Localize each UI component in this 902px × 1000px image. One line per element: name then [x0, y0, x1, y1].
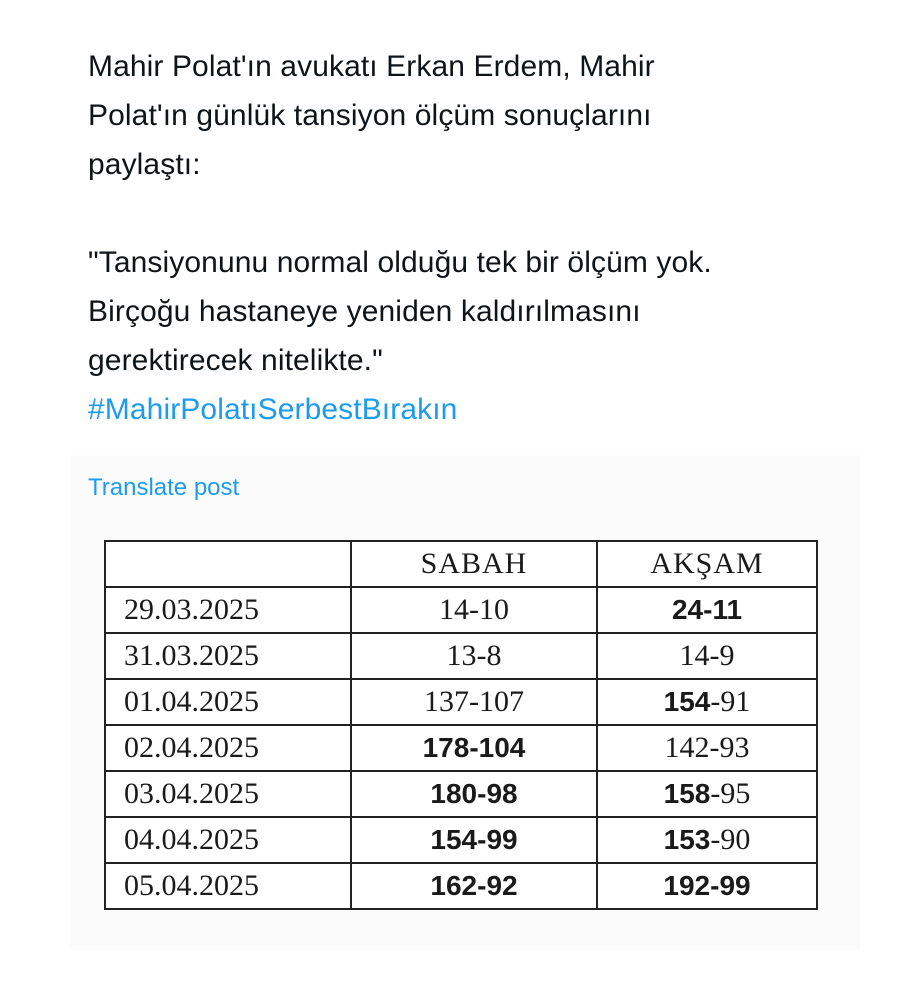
reading-separator: -: [477, 870, 487, 901]
reading-high: 14: [439, 593, 469, 626]
reading-high: 158: [663, 778, 711, 809]
table-row: [105, 817, 817, 863]
reading-low: 104: [478, 732, 526, 763]
reading-separator: -: [469, 685, 479, 718]
reading-high: 162: [430, 870, 478, 901]
aksam-cell: [597, 817, 817, 863]
reading-high: 137: [424, 685, 469, 718]
date-cell: 29.03.2025: [105, 587, 351, 633]
table-row: [105, 587, 817, 633]
table-row: [105, 863, 817, 909]
quote-line: Birçoğu hastaneye yeniden kaldırılmasını: [88, 295, 641, 328]
reading-separator: -: [469, 732, 479, 763]
reading-low: 10: [479, 593, 509, 626]
aksam-cell: [597, 863, 817, 909]
table-row: [105, 633, 817, 679]
sabah-cell: [351, 771, 597, 817]
reading-low: 11: [712, 594, 743, 625]
reading-low: 99: [486, 824, 518, 855]
reading-high: 24: [671, 594, 704, 625]
reading-separator: -: [477, 778, 487, 809]
reading-low: 9: [719, 639, 735, 672]
reading-separator: -: [709, 639, 720, 672]
sabah-cell: [351, 725, 597, 771]
reading-low: 98: [486, 778, 518, 809]
post-line: Polat'ın günlük tansiyon ölçüm sonuçlarını: [88, 99, 652, 132]
reading-high: 142: [664, 731, 710, 764]
sabah-cell: [351, 863, 597, 909]
translate-post-link[interactable]: Translate post: [88, 474, 240, 501]
reading-high: 154: [430, 824, 478, 855]
date-cell: 31.03.2025: [105, 633, 351, 679]
post-intro: [88, 42, 878, 189]
table-row: [105, 725, 817, 771]
table-header-row: [105, 541, 817, 587]
table-body: [105, 587, 817, 909]
date-cell: 02.04.2025: [105, 725, 351, 771]
aksam-cell: [597, 771, 817, 817]
aksam-cell: [597, 633, 817, 679]
header-cell-sabah: SABAH: [351, 541, 597, 587]
reading-separator: -: [703, 594, 713, 625]
reading-low: 91: [720, 685, 751, 718]
reading-separator: -: [710, 823, 721, 856]
reading-low: 8: [486, 639, 502, 672]
date-cell: 03.04.2025: [105, 771, 351, 817]
blood-pressure-table-image: [104, 540, 818, 902]
reading-separator: -: [709, 731, 720, 764]
hashtag-link[interactable]: #MahirPolatıSerbestBırakın: [88, 393, 458, 426]
table-row: [105, 679, 817, 725]
header-cell-aksam: AKŞAM: [597, 541, 817, 587]
reading-high: 153: [663, 824, 711, 855]
reading-high: 14: [679, 639, 710, 672]
reading-high: 13: [446, 639, 477, 672]
post-quote: [88, 238, 878, 434]
sabah-cell: [351, 633, 597, 679]
reading-separator: -: [476, 639, 487, 672]
reading-low: 90: [720, 823, 751, 856]
date-cell: 04.04.2025: [105, 817, 351, 863]
aksam-cell: [597, 725, 817, 771]
header-cell-empty: [105, 541, 351, 587]
reading-high: 180: [430, 778, 478, 809]
post-text: [88, 42, 878, 434]
reading-high: 178: [422, 732, 470, 763]
sabah-cell: [351, 587, 597, 633]
reading-high: 192: [663, 870, 711, 901]
date-cell: 01.04.2025: [105, 679, 351, 725]
reading-low: 107: [479, 685, 524, 718]
reading-low: 92: [486, 870, 518, 901]
post-line: paylaştı:: [88, 148, 201, 181]
date-cell: 05.04.2025: [105, 863, 351, 909]
sabah-cell: [351, 817, 597, 863]
reading-separator: -: [710, 685, 721, 718]
blood-pressure-table: [104, 540, 818, 910]
quote-line: gerektirecek nitelikte.": [88, 344, 383, 377]
paragraph-gap: [88, 189, 878, 238]
reading-separator: -: [469, 593, 479, 626]
reading-low: 93: [719, 731, 750, 764]
reading-low: 99: [719, 870, 751, 901]
reading-low: 95: [720, 777, 751, 810]
reading-high: 154: [663, 686, 711, 717]
aksam-cell: [597, 679, 817, 725]
table-row: [105, 771, 817, 817]
reading-separator: -: [710, 870, 720, 901]
quote-line: "Tansiyonunu normal olduğu tek bir ölçüm yok.: [88, 246, 712, 279]
sabah-cell: [351, 679, 597, 725]
post-line: Mahir Polat'ın avukatı Erkan Erdem, Mahir: [88, 50, 655, 83]
aksam-cell: [597, 587, 817, 633]
reading-separator: -: [477, 824, 487, 855]
reading-separator: -: [710, 777, 721, 810]
